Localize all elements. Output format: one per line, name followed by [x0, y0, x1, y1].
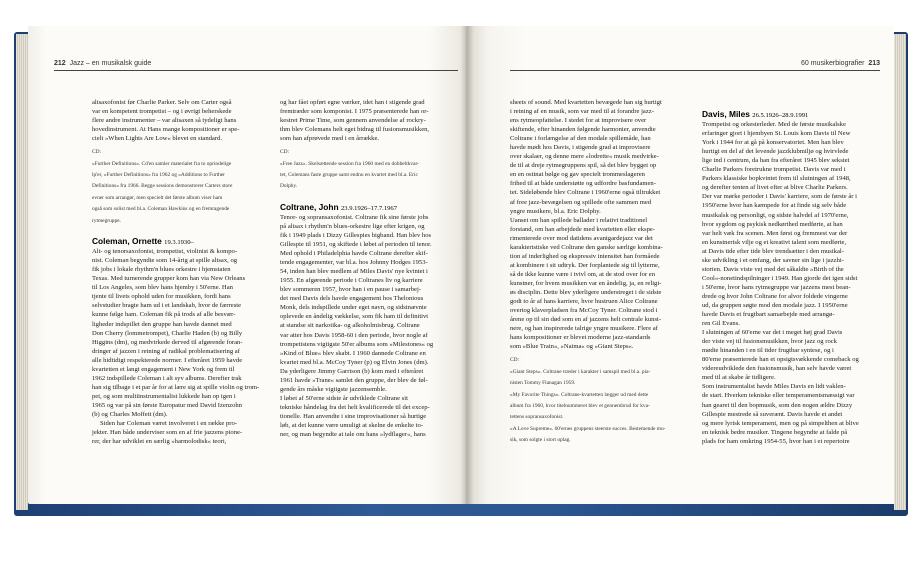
left-running-title: Jazz – en musikalsk guide: [69, 60, 152, 67]
entry-heading-coleman-dates: 19.3.1930–: [164, 239, 194, 247]
body-text-line: og mere lyrisk temperament, men og på simpelthen at blive: [702, 419, 859, 427]
body-text-line: nere, og han inspirerede talrige yngre musikere. Flere af: [510, 325, 658, 333]
entry-heading-davis-name: Davis, Miles: [702, 109, 750, 119]
entry-heading-coleman-name: Coleman, Ornette: [92, 236, 162, 247]
body-text-line: var helt væk fra scenen. Men først og fremmest var der: [702, 229, 848, 237]
body-text-line: han sig tilbage i et par år for at lære sig at spille violin og trom-: [92, 383, 260, 391]
entry-heading-coltrane: [280, 203, 458, 213]
body-text-line: nist. Coleman begyndte som 14-årig at spille altsax, og: [92, 257, 238, 265]
body-text-line: 1961 havde »Trane« samlet den gruppe, der blev de føl-: [280, 376, 428, 384]
body-text-line: thm blev Colemans helt eget bidrag til fusionsmusikken,: [280, 126, 430, 134]
body-text-line: Don Cherry (lommetrompet), Charlie Haden (b) og Billy: [92, 329, 243, 337]
left-page-number: 212: [54, 60, 66, 67]
body-text-line: som »Blue Train«, »Naima« og »Giant Steps«.: [510, 343, 634, 351]
body-text-line: yngre musikere, bl.a. Eric Dolphy.: [510, 207, 601, 215]
body-text-line: tionelle. Han anvendte i sine improvisationer så hurtige: [280, 412, 427, 420]
body-text-line: dringer af jazzen i retning af radikal problematisering af: [92, 347, 240, 355]
body-text-line: kestret Prime Time, som gennem anvendelse af rockry-: [280, 117, 426, 125]
body-text-line: alle hidtidigt respekterede normer. I efteråret 1959 havde: [92, 356, 243, 364]
body-text-line: det med Davis dels havde engagement hos Thelonious: [280, 295, 424, 303]
entry-heading-coleman: [92, 237, 274, 247]
body-text-line: Uanset om han spillede ballader i relativt traditionel: [510, 216, 648, 224]
body-text-line: 1965 og var på sin første Europatur med David Izenzohn: [92, 401, 242, 409]
body-text-line: Trompetist og orkesterleder. Med de første musikalske: [702, 121, 846, 129]
cd-label: CD:: [92, 149, 101, 156]
body-text-line: Gillespie til 1951, og skiftede i løbet af perioden til tenor.: [280, 241, 432, 249]
body-text-line: drede og hvor John Coltrane for alvor foldede vingerne: [702, 292, 848, 300]
body-text-line: forstand, om han arbejdede med kvartetten eller ekspe-: [510, 225, 656, 233]
body-text-line: ligheder indspillet den gruppe han havde dannet med: [92, 320, 232, 328]
body-text-line: Som instrumentalist havde Miles Davis en lidt vaklen-: [702, 383, 846, 391]
body-text-line: havde Davis et frugtbart samarbejde med arrangø-: [702, 311, 835, 319]
body-text-line: i 50'erne, hvor hans rytmegruppe var jazzens mest bean-: [702, 283, 851, 291]
body-text-line: sheets of sound. Med kvartetten bevægede han sig hurtigt: [510, 99, 662, 106]
body-text-line: en kunstnerisk vilje og et kreativt talent som medførte,: [702, 238, 847, 246]
left-running-head: [54, 60, 151, 67]
body-text-line: Coltrane i forlængelse af den modale spillemåde, han: [510, 135, 651, 143]
body-text-line: Monk, dels indspillede under eget navn, og sidstnævnte: [280, 304, 427, 312]
body-text-line: jekter. Han både underviser som en af frie jazzens pione-: [92, 429, 243, 437]
body-text-line: storien. Davis viste vej med det såkaldte »Birth of the: [702, 265, 844, 273]
body-text-line: en en ostinat bølge og gav specielt trommeslageren: [510, 171, 645, 179]
body-text-line: musikalsk og personligt, og sidste halvdel af 1970'erne,: [702, 211, 849, 219]
body-text-line: i retning af en musik, som var med til at forandre jazz-: [510, 108, 654, 116]
body-text-line: Charlie Parkers foretrukne trompetist. Davis var med i: [702, 166, 846, 174]
page-edges-right: [894, 34, 906, 510]
body-text-line: ens rytmeopfattelse. I stedet for at improvisere over: [510, 117, 647, 125]
cd-note-line: Dolphy.: [280, 183, 298, 190]
body-text-line: mødte hinanden i en til tider frugtbar syntese, og i: [702, 347, 834, 355]
open-book: [14, 26, 908, 516]
left-column-1: [92, 98, 274, 446]
body-text-line: altsaxofonist før Charlie Parker. Selv om Carter også: [92, 99, 232, 106]
body-text-line: skiftende, efter hinanden følgende harmonier, anvendte: [510, 126, 656, 134]
body-text-line: Siden har Coleman været involveret i en række pro-: [100, 420, 237, 428]
body-text-line: lige ind i centrum, da han fra efteråret 1945 blev sekstet: [702, 157, 850, 165]
body-text-line: flere andre instrumenter – var altsaxen så tydeligt hans: [92, 117, 237, 125]
body-text-line: kvartetten et langt engagement i New York og frem til: [92, 365, 235, 373]
body-text-line: kunstner, for hvem musikken var en åndelig, ja, en religi-: [510, 279, 662, 287]
body-text-line: Cool«-nonetindspilninger i 1949. Han gjorde det igen sidst: [702, 274, 858, 282]
body-text-line: der viste vej til fusionsmusikken, hvor jazz og rock: [702, 338, 837, 346]
book-gutter: [460, 26, 474, 504]
body-text-line: Da yderligere Jimmy Garrison (b) kom med i efteråret: [280, 367, 424, 375]
right-page-number: 213: [868, 60, 880, 67]
body-text-line: over skalaer, og denne mere »lodrette« musik medvirke-: [510, 153, 659, 161]
cd-note-line: nisten Tommy Flanagan 1959.: [510, 380, 576, 387]
body-text-line: selvstudier bragte ham ud i et landskab, hvor de færreste: [92, 302, 242, 310]
body-text-line: tet. Sideløbende blev Coltrane i 1960'erne også tiltrukket: [510, 189, 661, 197]
body-text-line: at kombinere i sit udtryk. Der forplantede sig til lytterne,: [510, 261, 660, 269]
body-text-line: ren Gil Evans.: [702, 320, 740, 328]
body-text-line: tjente til livets ophold uden for musikken, fordi hans: [92, 293, 231, 301]
body-text-line: 1950'erne hvor han kæmpede for at finde sig selv både: [702, 202, 847, 210]
cd-note-line: album fra 1960, hvor titelnummeret blev et gennembrud for kva-: [510, 402, 650, 409]
body-text-line: gende års måske vigtigste jazzensemble.: [280, 385, 387, 393]
cd-note-line: lp'er, »Further Definitions« fra 1962 og »Additions to Further: [92, 172, 225, 179]
body-text-line: tende engagementer, var bl.a. hos Johnny Hodges 1953-: [280, 259, 428, 267]
body-text-line: hurtigt en del af det levende jazzklubmiljø og hvirvlede: [702, 148, 849, 156]
body-text-line: hans kompositioner er blevet moderne jazz-standards: [510, 334, 651, 342]
body-text-line: at standse sit narkotika- og alkoholmisbrug. Coltrane: [280, 322, 420, 330]
body-text-line: hovedinstrument. At Hans mange kompositioner er spe-: [92, 126, 240, 134]
cd-note-line: »Further Definitions«. Cd'en samler materialet fra to oprindelige: [92, 160, 232, 167]
body-text-line: fremtræder som komponist. I 1975 præsenterede han or-: [280, 108, 429, 116]
body-text-line: 1962 indspillede Coleman i alt syv albums. Derefter trak: [92, 374, 242, 382]
body-text-line: årene op til sin død som en af jazzens helt centrale kunst-: [510, 316, 662, 324]
body-text-line: 1955. En afgørende periode i Coltranes liv og karriere: [280, 277, 423, 285]
cd-note-line: sik, som solgte i stort oplag.: [510, 437, 571, 444]
body-text-line: en teknisk bedre musiker. Tingene begyndte at falde på: [702, 428, 848, 436]
body-text-line: »Kind of Blue« blev skabt. I 1960 dannede Coltrane en: [280, 349, 426, 357]
body-text-line: cielt »When Lights Are Low« blevet en standard.: [92, 135, 223, 143]
body-text-line: kvartet med bl.a. McCoy Tyner (p) og Elvin Jones (dm).: [280, 358, 429, 366]
cd-note-line: også som solist med bl.a. Coleman Hawkins og en fremragende: [92, 206, 230, 213]
body-text-line: rimenterede over mod datidens avantgardejazz var det: [510, 234, 653, 242]
right-header-rule: [510, 70, 880, 71]
body-text-line: erfaringer gjort i hjembyen St. Louis kom Davis til New: [702, 130, 851, 138]
page-edges-left: [16, 34, 28, 510]
body-text-line: videreudviklede den fusionsmusik, han selv havde været: [702, 365, 852, 373]
body-text-line: fik i 1949 plads i Dizzy Gillespies bigband. Han blev hos: [280, 232, 432, 239]
body-text-line: Alt- og tenorsaxofonist, trompetist, violinist & kompo-: [92, 248, 238, 256]
body-text-line: de start. Hverken tekniske eller temperamentsmæssigt var: [702, 392, 855, 400]
body-text-line: oplevede en åndelig vækkelse, som fik ham til definitivt: [280, 313, 429, 321]
body-text-line: løb, at det kunne være umuligt at skelne de enkelte to-: [280, 421, 424, 429]
entry-heading-coltrane-dates: 23.9.1926–17.7.1967: [340, 204, 398, 212]
body-text-line: på altsax i rhythm'n blues-orkestre lige efter krigen, og: [280, 222, 425, 230]
body-text-line: fik jobs i lokale rhythm'n blues orkestre i hjemstaten: [92, 266, 231, 274]
right-running-head: [801, 60, 880, 67]
body-text-line: karakteristiske ved Coltrane den ganske særlige kombina-: [510, 243, 663, 251]
body-text-line: af free jazz-bevægelsen og spillede ofte sammen med: [510, 198, 652, 206]
body-text-line: kunne følge ham. Coleman fik på trods af alle besvær-: [92, 311, 236, 319]
body-text-line: og derefter tenten af livet efter at blive Charlie Parkers.: [702, 184, 848, 192]
right-running-title: 60 musikerbiografier: [801, 60, 865, 67]
cd-note-line: »Free Jazz«. Skelsættende session fra 1960 med en dobbeltkvar-: [280, 160, 419, 167]
left-header-rule: [54, 70, 458, 71]
body-text-line: I løbet af 50'erne sidste år udviklede Coltrane sit: [280, 394, 408, 402]
right-column-1: [510, 98, 698, 445]
left-column-2: [280, 98, 458, 439]
body-text-line: med til at skabe år tidligere.: [702, 374, 776, 382]
body-text-line: var en kompetent trompetist – og i øvrigt beherskede: [92, 108, 232, 116]
body-text-line: 80'erne præsenterede han et opsigtsvækkende comeback og: [702, 356, 859, 364]
right-column-2: [702, 98, 890, 446]
cd-note-line: Definitions« fra 1966. Begge sessions demonstrerer Carters store: [92, 183, 233, 190]
body-text-line: frihed til at både understøtte og udfordre basfundamen-: [510, 180, 656, 188]
body-text-line: (b) og Charles Moffett (dm).: [92, 410, 168, 418]
body-text-line: trompetistens vigtigste 50'er albums som »Milestones« og: [280, 340, 434, 348]
body-text-line: tekniske håndelag fra det helt kvalificerede til det excep-: [280, 403, 430, 411]
body-text-line: tion af inderlighed og ekspressiv intensitet han formåede: [510, 252, 660, 260]
cd-note-line: »Giant Steps«. Coltrane træder i karakter i samspil med bl.a. pia-: [510, 368, 651, 375]
entry-heading-coltrane-name: Coltrane, John: [280, 201, 339, 212]
cd-note-line: tettens sopransaxofonist.: [510, 414, 564, 421]
body-text-line: han gearet til den bopmusik, som den nogen ældre Dizzy: [702, 401, 853, 409]
body-text-line: ud, da gruppen søgte mod den modale jazz. I 1950'erne: [702, 301, 848, 309]
body-text-line: de til at dreje rytmegruppens spil, så det blev bygget op: [510, 162, 657, 170]
body-text-line: overtog klaverpladsen fra McCoy Tyner. Coltrane stod i: [510, 307, 658, 315]
cd-note-line: »My Favorite Things«. Coltrane-kvartetten lægger ud med dette: [510, 391, 649, 398]
cd-note-line: tet, Colemans faste gruppe samt endnu en kvartet med bl.a. Eric: [280, 172, 418, 179]
body-text-line: Higgins (dm), og medvirkede derved til afgørende foran-: [92, 338, 243, 346]
body-text-line: pet, og som multiinstrumentalist lukkede han op igen i: [92, 392, 236, 400]
cd-note-line: rytmegruppe.: [92, 217, 121, 224]
body-text-line: så de ikke kunne være i tvivl om, at de stod over for en: [510, 270, 656, 278]
body-text-line: blev sommeren 1957, hvor han i en pause i samarbej-: [280, 286, 421, 294]
entry-heading-davis-dates: 26.5.1926–28.9.1991: [752, 112, 809, 119]
body-text-line: Texas. Med turnerende grupper kom han via New Orleans: [92, 275, 246, 283]
body-text-line: Tenor- og sopransaxofonist. Coltrane fik sine første jobs: [280, 213, 429, 221]
body-text-line: godt to år af hans karriere, hvor hustruen Alice Coltrane: [510, 298, 658, 306]
body-text-line: 54, inden han blev medlem af Miles Davis' nye kvintet i: [280, 268, 428, 276]
cd-note-line: evner som arrangør, men specielt det første album viser ham: [92, 194, 223, 201]
body-text-line: som han afprøvede med i en årrække.: [280, 135, 380, 143]
body-text-line: I slutningen af 60'erne var det i meget høj grad Davis: [702, 329, 843, 337]
body-text-line: York i 1944 for at gå på konservatoriet. Men han blev: [702, 139, 844, 147]
left-page: [28, 26, 466, 504]
body-text-line: var atter hos Davis 1958-60 i den periode, hvor nogle af: [280, 331, 428, 339]
body-text-line: at Davis tide efter tide blev trendsætter i den musikal-: [702, 247, 844, 255]
entry-heading-davis: [702, 110, 890, 120]
body-text-line: rer, der har udviklet en særlig »harmolodisk« teori,: [92, 438, 227, 446]
cd-label: CD:: [280, 149, 289, 156]
body-text-line: Der var mørke perioder i Davis' karriere, som de første år i: [702, 193, 857, 201]
cd-note-line: »A Love Supreme«. 60'ernes gruppens steerste succes. Bestemende mu-: [510, 425, 666, 432]
cd-label: CD:: [510, 357, 519, 364]
body-text-line: Gillespie mestrede så suverænt. Davis havde et andet: [702, 410, 843, 418]
body-text-line: ske udvikling i et omfang, der savner sin lige i jazzhi-: [702, 256, 844, 264]
body-text-line: Med ophold i Philadelphia havde Coltrane derefter skif-: [280, 250, 428, 258]
body-text-line: havde mødt hos Davis, i stigende grad at improvisere: [510, 144, 651, 152]
body-text-line: til Los Angeles, som blev hans hjemby i 50'erne. Han: [92, 284, 233, 292]
body-text-line: Parkers klassiske bopkvintet frem til slutningen af 1948,: [702, 175, 851, 183]
body-text-line: og har fået opført egne værker, idet han i stigende grad: [280, 99, 425, 106]
body-text-line: ner, og man begyndte at tale om hans »lydflager«, hans: [280, 431, 426, 439]
right-page: [466, 26, 894, 504]
body-text-line: hvor sygdom og psykisk nedkørthed medførte, at han: [702, 220, 843, 228]
body-text-line: plads for ham omkring 1954-55, hvor han i et repertoire: [702, 437, 850, 445]
body-text-line: øs disciplin. Dette blev yderligere understreget i de sidste: [510, 288, 662, 296]
